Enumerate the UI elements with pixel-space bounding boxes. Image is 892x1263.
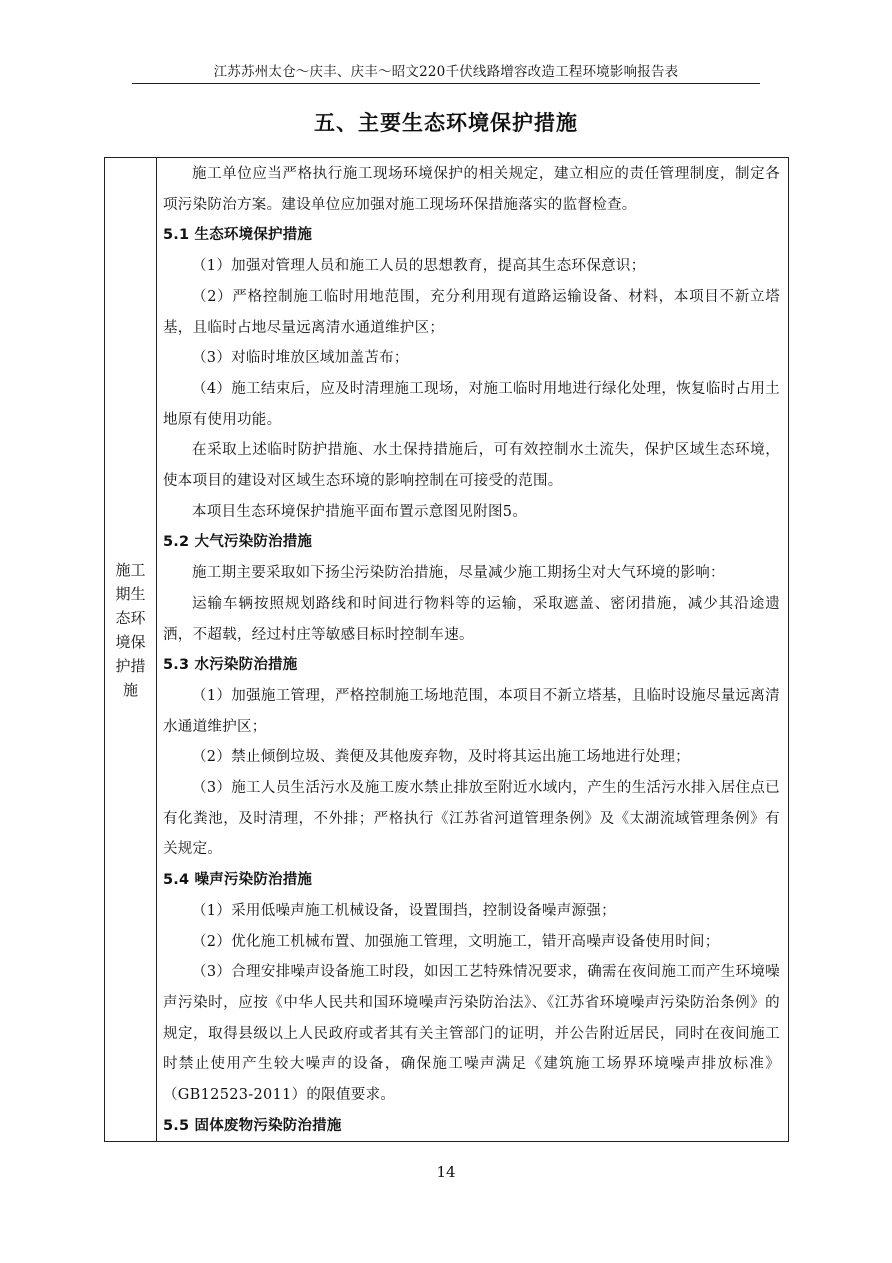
- paragraph: （1）加强对管理人员和施工人员的思想教育，提高其生态环保意识；: [192, 258, 646, 275]
- subsection-heading: 5.4 噪声污染防治措施: [163, 872, 313, 889]
- subsection-heading: 5.5 固体废物污染防治措施: [163, 1117, 342, 1134]
- paragraph: （3）对临时堆放区域加盖苫布；: [192, 350, 409, 367]
- paragraph: 运输车辆按照规划路线和时间进行物料等的运输，采取遮盖、密闭措施，减少其沿途遗洒，不超载，经过村庄等敏感目标时控制车速。: [163, 595, 780, 643]
- paragraph: 施工单位应当严格执行施工现场环境保护的相关规定，建立相应的责任管理制度，制定各项污染防治方案。建设单位应加强对施工现场环保措施落实的监督检查。: [163, 166, 780, 213]
- paragraph: 施工期主要采取如下扬尘污染防治措施，尽量减少施工期扬尘对大气环境的影响：: [192, 565, 725, 582]
- row-label-cell: [105, 158, 157, 1141]
- subsection-heading: 5.2 大气污染防治措施: [163, 534, 313, 551]
- paragraph: （3）合理安排噪声设备施工时段，如因工艺特殊情况要求，确需在夜间施工而产生环境噪声污染时，应按《中华人民共和国环境噪声污染防治法》、《江苏省环境噪声污染防治条例》的规定，取得县级以上人民政府或者其有关主管部门的证明，并公告附近居民，同时在夜间施工时禁止使用产生较大噪声的设备，确保施工噪声满足《建筑施工场界环境噪声排放标准》（GB12523-2011）的限值要求。: [163, 964, 780, 1104]
- measures-table: [104, 157, 789, 1142]
- page-number: 14: [436, 1163, 456, 1181]
- header-rule: [132, 83, 760, 84]
- content-cell: [157, 158, 788, 1141]
- row-label: 施工期生态环境保护措施: [115, 560, 146, 699]
- paragraph: （1）加强施工管理，严格控制施工场地范围，本项目不新立塔基，且临时设施尽量远离清水通道维护区；: [163, 687, 780, 735]
- subsection-heading: 5.3 水污染防治措施: [163, 657, 298, 674]
- paragraph: （1）采用低噪声施工机械设备，设置围挡，控制设备噪声源强；: [192, 902, 616, 919]
- paragraph: 本项目生态环境保护措施平面布置示意图见附图5。: [192, 503, 528, 520]
- section-title: 五、主要生态环境保护措施: [314, 111, 578, 135]
- paragraph: （2）优化施工机械布置、加强施工管理，文明施工，错开高噪声设备使用时间；: [192, 933, 720, 950]
- paragraph: 在采取上述临时防护措施、水土保持措施后，可有效控制水土流失，保护区域生态环境，使本项目的建设对区域生态环境的影响控制在可接受的范围。: [163, 442, 780, 490]
- running-header: 江苏苏州太仓～庆丰、庆丰～昭文220千伏线路增容改造工程环境影响报告表: [213, 64, 679, 80]
- paragraph: （3）施工人员生活污水及施工废水禁止排放至附近水域内，产生的生活污水排入居住点已有化粪池，及时清理，不外排；严格执行《江苏省河道管理条例》及《太湖流域管理条例》有关规定。: [163, 780, 780, 858]
- paragraph: （2）禁止倾倒垃圾、粪便及其他废弃物，及时将其运出施工场地进行处理；: [192, 749, 690, 766]
- paragraph: （4）施工结束后，应及时清理施工现场，对施工临时用地进行绿化处理，恢复临时占用土地原有使用功能。: [163, 380, 780, 428]
- paragraph: （2）严格控制施工临时用地范围，充分利用现有道路运输设备、材料，本项目不新立塔基，且临时占地尽量远离清水通道维护区；: [163, 288, 780, 336]
- subsection-heading: 5.1 生态环境保护措施: [163, 227, 313, 244]
